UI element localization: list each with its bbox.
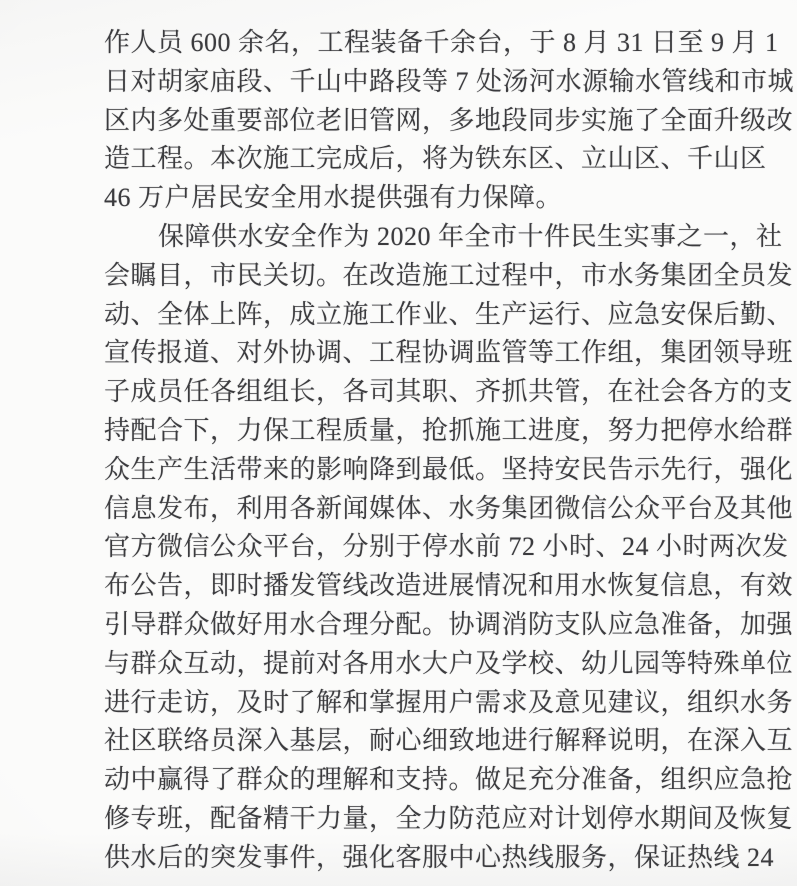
text-line: 官方微信公众平台，分别于停水前 72 小时、24 小时两次发	[104, 532, 789, 562]
text-line: 造工程。本次施工完成后，将为铁东区、立山区、千山区	[104, 144, 767, 174]
text-line: 子成员任各组组长，各司其职、齐抓共管，在社会各方的支	[104, 377, 794, 407]
text-line: 进行走访，及时了解和掌握用户需求及意见建议，组织水务	[104, 687, 794, 717]
text-line: 持配合下，力保工程质量，抢抓施工进度，努力把停水给群	[104, 415, 794, 445]
text-line: 动中赢得了群众的理解和支持。做足充分准备，组织应急抢	[104, 765, 794, 795]
text-line: 会瞩目，市民关切。在改造施工过程中，市水务集团全员发	[104, 260, 794, 290]
text-line: 引导群众做好用水合理分配。协调消防支队应急准备，加强	[104, 609, 794, 639]
text-line: 社区联络员深入基层，耐心细致地进行解释说明，在深入互	[104, 726, 794, 756]
text-line: 区内多处重要部位老旧管网，多地段同步实施了全面升级改	[104, 105, 794, 135]
text-line: 修专班，配备精干力量，全力防范应对计划停水期间及恢复	[104, 803, 794, 833]
document-text-body	[104, 24, 795, 878]
text-line: 与群众互动，提前对各用水大户及学校、幼儿园等特殊单位	[104, 648, 794, 678]
text-line: 供水后的突发事件，强化客服中心热线服务，保证热线 24	[104, 842, 775, 872]
text-line: 众生产生活带来的影响降到最低。坚持安民告示先行，强化	[104, 454, 794, 484]
text-line: 宣传报道、对外协调、工程协调监管等工作组，集团领导班	[104, 338, 794, 368]
text-line: 布公告，即时播发管线改造进展情况和用水恢复信息，有效	[104, 571, 794, 601]
text-line: 保障供水安全作为 2020 年全市十件民生实事之一，社	[158, 221, 783, 251]
text-line: 46 万户居民安全用水提供强有力保障。	[104, 183, 563, 213]
text-line: 动、全体上阵，成立施工作业、生产运行、应急安保后勤、	[104, 299, 794, 329]
text-line: 作人员 600 余名，工程装备千余台，于 8 月 31 日至 9 月 1	[104, 28, 779, 57]
text-line: 日对胡家庙段、千山中路段等 7 处汤河水源输水管线和市城	[104, 66, 795, 96]
text-line: 信息发布，利用各新闻媒体、水务集团微信公众平台及其他	[104, 493, 794, 523]
